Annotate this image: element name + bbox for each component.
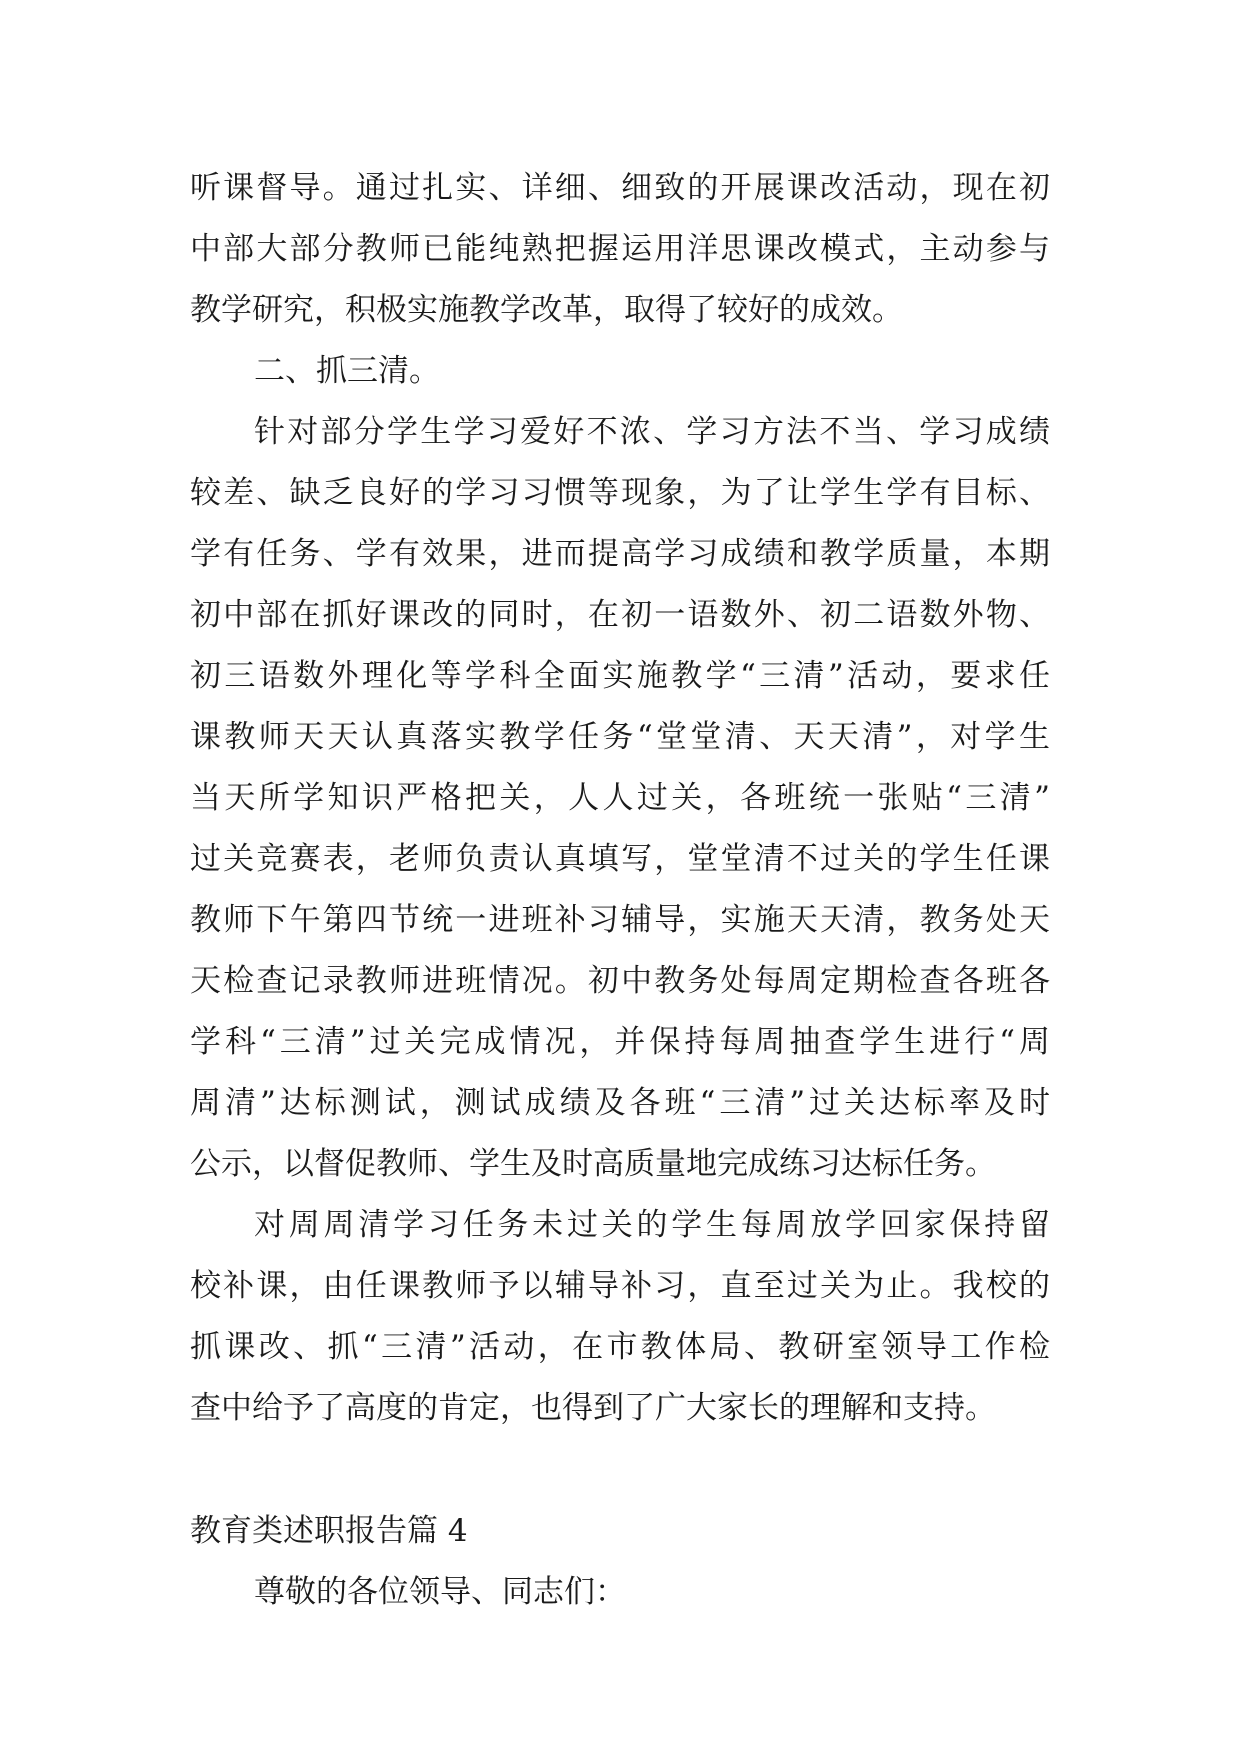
- text-line: 周清”达标测试，测试成绩及各班“三清”过关达标率及时: [190, 1085, 1050, 1121]
- text-line: 校补课，由任课教师予以辅导补习，直至过关为止。我校的: [190, 1268, 1050, 1304]
- text-line: 中部大部分教师已能纯熟把握运用洋思课改模式，主动参与: [190, 231, 1050, 267]
- paragraph-p2: [190, 341, 1050, 402]
- paragraph-p3: [190, 402, 1050, 1195]
- section-heading: 教育类述职报告篇 4: [190, 1513, 468, 1549]
- text-line: 公示，以督促教师、学生及时高质量地完成练习达标任务。: [190, 1146, 996, 1182]
- text-line: 课教师天天认真落实教学任务“堂堂清、天天清”，对学生: [190, 719, 1050, 755]
- text-line: 学有任务、学有效果，进而提高学习成绩和教学质量，本期: [190, 536, 1050, 572]
- text-line: 抓课改、抓“三清”活动，在市教体局、教研室领导工作检: [190, 1329, 1050, 1365]
- text-line: 听课督导。通过扎实、详细、细致的开展课改活动，现在初: [190, 170, 1050, 206]
- text-line: 针对部分学生学习爱好不浓、学习方法不当、学习成绩: [254, 414, 1050, 450]
- paragraph-p4: [190, 1195, 1050, 1439]
- text-line: 查中给予了高度的肯定，也得到了广大家长的理解和支持。: [190, 1390, 996, 1426]
- subheading-line: 二、抓三清。: [254, 353, 440, 389]
- text-line: 初三语数外理化等学科全面实施教学“三清”活动，要求任: [190, 658, 1050, 694]
- text-line: 当天所学知识严格把关，人人过关，各班统一张贴“三清”: [190, 780, 1050, 816]
- text-line: 初中部在抓好课改的同时，在初一语数外、初二语数外物、: [190, 597, 1050, 633]
- blank-line: [190, 1439, 1050, 1501]
- text-line: 教师下午第四节统一进班补习辅导，实施天天清，教务处天: [190, 902, 1050, 938]
- text-line: 对周周清学习任务未过关的学生每周放学回家保持留: [254, 1207, 1050, 1243]
- text-line: 学科“三清”过关完成情况，并保持每周抽查学生进行“周: [190, 1024, 1050, 1060]
- text-line: 教学研究，积极实施教学改革，取得了较好的成效。: [190, 292, 903, 328]
- document-body: [190, 158, 1050, 1623]
- text-line: 天检查记录教师进班情况。初中教务处每周定期检查各班各: [190, 963, 1050, 999]
- text-line: 过关竞赛表，老师负责认真填写，堂堂清不过关的学生任课: [190, 841, 1050, 877]
- salutation: 尊敬的各位领导、同志们：: [254, 1574, 626, 1610]
- paragraph-p1: [190, 158, 1050, 341]
- text-line: 较差、缺乏良好的学习习惯等现象，为了让学生学有目标、: [190, 475, 1050, 511]
